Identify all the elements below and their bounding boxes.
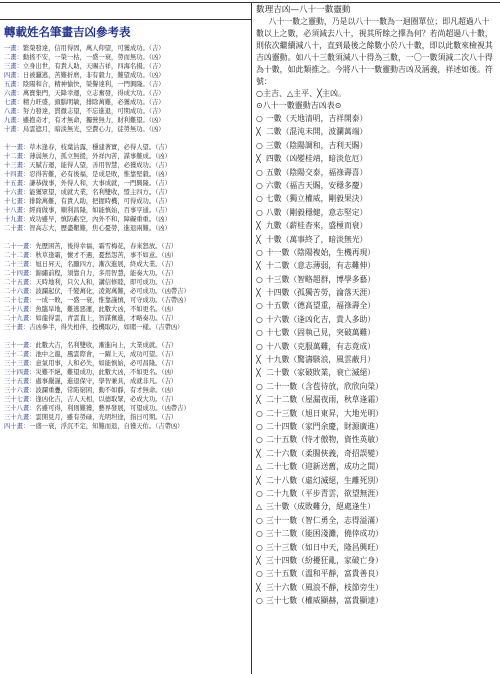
stroke-row [4, 80, 248, 89]
stroke-row [4, 269, 248, 278]
number-row [256, 340, 496, 353]
stroke-meaning: 經商做事，順利昌隆，如能慎始，百事亨通。（吉） [29, 207, 171, 214]
stroke-row [4, 422, 248, 431]
number-row [256, 527, 496, 540]
number-meaning: 三十七數（權威顯赫，富貴顯達） [266, 596, 383, 606]
stroke-label: 三十六畫： [4, 387, 36, 394]
stroke-label: 三十三畫： [4, 360, 36, 367]
stroke-label: 十九畫： [4, 216, 30, 223]
stroke-row [4, 206, 248, 215]
stroke-label: 三十二畫： [4, 351, 36, 358]
stroke-label: 二畫： [4, 54, 23, 61]
number-row [256, 420, 496, 433]
stroke-list [4, 44, 248, 431]
fortune-symbol: ○ [256, 114, 263, 123]
stroke-meaning: 雲開見月，雖有勞碌，光明坦途，指日可期。（吉） [35, 414, 178, 421]
stroke-row [4, 107, 248, 116]
number-row [256, 393, 496, 406]
stroke-label: 三畫： [4, 63, 23, 70]
number-meaning: 二十六數（柔腸俠義，奇招誤變） [266, 448, 383, 458]
fortune-symbol: ○ [256, 207, 263, 217]
fortune-symbol: ╳ [256, 154, 261, 164]
number-row [256, 567, 496, 580]
number-meaning: 二十五數（恃才傲物，資性英敏） [266, 435, 383, 445]
symbol-legend: ○主吉、△主平、╳主凶。 [256, 89, 346, 98]
stroke-label: 五畫： [4, 81, 23, 88]
stroke-row [4, 62, 248, 71]
number-meaning: 一數（天地清明，吉祥開泰） [266, 114, 368, 123]
column-divider [251, 2, 252, 674]
stroke-label: 二十四畫： [4, 270, 36, 277]
number-row [256, 112, 496, 125]
number-meaning: 三數（陰陽調和，吉利天賜） [266, 140, 368, 150]
fortune-symbol: ○ [256, 488, 263, 498]
stroke-label: 三十一畫： [4, 342, 36, 349]
number-meaning: 三十一數（智仁勇全，志得溢滿） [266, 515, 383, 525]
stroke-row [4, 359, 248, 368]
stroke-meaning: 謙恭做事，外得人和，大事成就，一門興隆。（吉） [29, 180, 171, 187]
number-row [256, 554, 496, 567]
number-meaning: 十三數（智略超群，博學多藝） [266, 274, 376, 284]
stroke-label: 十三畫： [4, 162, 30, 169]
stroke-row [4, 278, 248, 287]
fortune-symbol: ○ [256, 515, 263, 525]
number-meaning: 十七數（固執己見，突破萬難） [266, 328, 376, 338]
stroke-row [4, 188, 248, 197]
stroke-meaning: 災難不絕，難望成功，此數大凶，不如更名。（凶） [35, 369, 178, 376]
stroke-meaning: 池中之龍，風雲際會，一躍上天，成功可望。（吉） [35, 351, 178, 358]
fortune-symbol: ╳ [256, 355, 261, 365]
fortune-symbol: ○ [256, 180, 263, 190]
stroke-meaning: 名雖可得，利則難獲，藝界發展，可望成功。（凶帶吉） [35, 405, 190, 412]
stroke-label: 二十九畫： [4, 315, 36, 322]
fortune-symbol: ○ [256, 421, 263, 431]
stroke-row [4, 89, 248, 98]
stroke-row [4, 287, 248, 296]
number-row [256, 152, 496, 165]
stroke-label: 十七畫： [4, 198, 30, 205]
stroke-label: 七畫： [4, 99, 23, 106]
stroke-label: 三十八畫： [4, 405, 36, 412]
stroke-meaning: 一成一敗，一盛一衰，惟靠謹慎，可守成功。（吉帶凶） [35, 297, 190, 304]
number-row [256, 192, 496, 205]
number-row [256, 166, 496, 179]
stroke-label: 一畫： [4, 45, 23, 52]
number-meaning: 五數（陰陽交泰，福祿壽喜） [266, 167, 368, 177]
number-row [256, 125, 496, 138]
stroke-meaning: 旭日昇天，名顯四方，漸次進展，終成大業。（吉） [35, 261, 178, 268]
stroke-meaning: 動搖不安，一榮一枯，一盛一衰，勞而無功。（凶） [22, 54, 165, 61]
number-row [256, 313, 496, 326]
stroke-row [4, 395, 248, 404]
number-meaning: 二十一數（含苞待放，欣欣向榮） [266, 381, 383, 391]
stroke-meaning: 此數大吉，名利雙收，漸進向上，大業成就。（吉） [35, 342, 178, 349]
number-meaning: 六數（福吉天賜，安穩多慶） [266, 180, 368, 190]
stroke-label: 三十四畫： [4, 369, 36, 376]
number-meaning: 三十三數（如日中天，隆昌興旺） [266, 542, 383, 552]
number-row [256, 447, 496, 460]
group-spacer [4, 233, 248, 242]
stroke-row [4, 350, 248, 359]
stroke-label: 八畫： [4, 108, 23, 115]
stroke-meaning: 處事嚴謹，進退保守，學智兼具，成就非凡。（吉） [35, 378, 178, 385]
number-meaning: 二十二數（屋漏夜雨，秋草逢霜） [266, 395, 383, 405]
number-meaning: 十一數（陰陽複始，生機再現） [266, 247, 376, 257]
fortune-symbol: ○ [256, 301, 263, 311]
fortune-symbol: ╳ [256, 555, 261, 565]
stroke-row [4, 377, 248, 386]
number-row [256, 581, 496, 594]
stroke-row [4, 413, 248, 422]
fortune-symbol: ○ [256, 314, 263, 324]
fortune-symbol: ○ [256, 408, 263, 418]
stroke-label: 十一畫： [4, 144, 30, 151]
stroke-meaning: 成功雖早，慎防虧空，內外不和，障礙重重。（凶） [29, 216, 171, 223]
stroke-meaning: 立身出世，有貴人助，天賜吉祥，四海名揚。（吉） [22, 63, 165, 70]
stroke-meaning: 雖抱奇才，有才無命，獨營無力，財利難望。（凶） [22, 117, 165, 124]
stroke-row [4, 152, 248, 161]
stroke-row [4, 44, 248, 53]
number-meaning: 二十三數（旭日東昇，大地光明） [266, 408, 383, 418]
fortune-symbol: ╳ [256, 234, 261, 244]
stroke-meaning: 忍得苦難，必有後福，是成是敗，惟靠堅毅。（凶） [29, 171, 171, 178]
stroke-row [4, 323, 248, 332]
fortune-symbol: ○ [256, 194, 263, 204]
stroke-label: 三十七畫： [4, 396, 36, 403]
number-row [256, 179, 496, 192]
number-row [256, 259, 496, 272]
number-row [256, 594, 496, 607]
table-top-border [0, 2, 500, 3]
fortune-symbol: ╳ [256, 261, 261, 271]
fortune-symbol: ○ [256, 435, 263, 445]
stroke-label: 三十九畫： [4, 414, 36, 421]
number-meaning: 二十九數（平步青雲，欲望無涯） [266, 488, 383, 498]
stroke-row [4, 260, 248, 269]
stroke-row [4, 404, 248, 413]
stroke-meaning: 日被蠶逃，苦難折磨，非有毅力，難望成功。（凶） [22, 72, 165, 79]
stroke-row [4, 53, 248, 62]
stroke-row [4, 314, 248, 323]
fortune-symbol: ╳ [256, 448, 261, 458]
stroke-row [4, 215, 248, 224]
number-row [256, 500, 496, 513]
section-heading: 數理吉凶—八十一數靈動 [256, 5, 351, 15]
number-meaning: 二十數（家破敗業，衰亡滅絕） [266, 368, 376, 378]
stroke-label: 十八畫： [4, 207, 30, 214]
number-meaning: 四數（凶變桂靖，暗淡危厄） [266, 154, 368, 164]
stroke-meaning: 智高志大，歷盡艱難，焦心憂勞，進退兩難。（凶） [29, 225, 171, 232]
number-row [256, 286, 496, 299]
stroke-meaning: 天賦吉運，能得人望，善用智慧，必獲成功。（吉） [29, 162, 171, 169]
number-meaning: 三十六數（風浪不靜，枝節旁生） [266, 582, 383, 592]
fortune-symbol: ╳ [256, 582, 261, 592]
stroke-label: 二十六畫： [4, 288, 36, 295]
group-spacer [4, 134, 248, 143]
stroke-label: 十五畫： [4, 180, 30, 187]
stroke-meaning: 烏雲遮月，暗淡無光，空費心力，徒勞無功。（凶） [22, 126, 165, 133]
fortune-symbol: △ [256, 502, 262, 512]
stroke-row [4, 251, 248, 260]
number-meaning: 十八數（克服萬難，有志竟成） [266, 341, 376, 351]
number-meaning: 十數（萬事終了，暗淡無光） [266, 234, 368, 244]
stroke-table-column [4, 22, 248, 672]
number-row [256, 139, 496, 152]
number-meaning: 十二數（意志薄弱，有志難伸） [266, 261, 376, 271]
number-meaning: 二十七數（迎新送舊，成功之間） [266, 462, 383, 472]
fortune-symbol: ○ [256, 140, 263, 150]
number-meaning: 十五數（德高望重，福祿壽全） [266, 301, 376, 311]
number-meaning: 二數（混沌未開，波瀾萬端） [266, 127, 368, 137]
number-row [256, 460, 496, 473]
stroke-label: 二十七畫： [4, 297, 36, 304]
stroke-meaning: 錦繡前程，須靠自力，多用智慧，能奏大功。（吉） [35, 270, 178, 277]
numerology-column [256, 4, 496, 672]
stroke-meaning: 波瀾起伏，千變萬化，凌駕萬難，必可成功。（凶帶吉） [35, 288, 190, 295]
stroke-label: 三十畫： [4, 324, 30, 331]
number-row [256, 380, 496, 393]
stroke-meaning: 繁榮發達，信用得固，萬人仰望，可獲成功。（吉） [22, 45, 165, 52]
number-meaning: 二十四數（家門余慶，財源廣進） [266, 421, 383, 431]
stroke-row [4, 341, 248, 350]
stroke-meaning: 薄弱無力，孤立無援，外祥內苦，謀事難成。（凶） [29, 153, 171, 160]
stroke-meaning: 草木逢春，枝葉沾露，穩建著實，必得人望。（吉） [29, 144, 171, 151]
stroke-row [4, 197, 248, 206]
number-meaning: 三十四數（紛擾狂亂，家破亡身） [266, 555, 383, 565]
stroke-label: 十畫： [4, 126, 23, 133]
number-list [256, 112, 496, 607]
number-row [256, 206, 496, 219]
number-row [256, 353, 496, 366]
number-row [256, 273, 496, 286]
fortune-symbol: ╳ [256, 368, 261, 378]
stroke-meaning: 萬寶集門，天降幸運，立志奮發，得成大功。（吉） [22, 90, 165, 97]
page-title: 轉載姓名筆畫吉凶參考表 [4, 25, 131, 39]
stroke-label: 十二畫： [4, 153, 30, 160]
stroke-row [4, 98, 248, 107]
stroke-meaning: 天時地利，只欠人和，講信修睦，即可成功。（吉） [35, 279, 178, 286]
stroke-label: 十六畫： [4, 189, 30, 196]
number-meaning: 九數（薪桂杳來，盛極而衰） [266, 221, 368, 231]
fortune-symbol: ○ [256, 167, 263, 177]
stroke-meaning: 秋草逢霜，懷才不遇，憂愁怨苦，事不如意。（凶） [35, 252, 178, 259]
stroke-label: 二十一畫： [4, 243, 36, 250]
stroke-meaning: 吉凶參半，得失相伴，投機取巧，如賭一樣。（吉帶凶） [29, 324, 184, 331]
stroke-meaning: 陰陽和合，精神愉快，榮譽達利，一門興隆。（吉） [22, 81, 165, 88]
number-meaning: 七數（獨立權威，剛毅果決） [266, 194, 368, 204]
stroke-label: 四十畫： [4, 423, 30, 430]
stroke-meaning: 魚臨旱地，難逃惡運，此數大凶，不如更名。（凶） [35, 306, 178, 313]
group-spacer [4, 332, 248, 341]
stroke-label: 三十五畫： [4, 378, 36, 385]
fortune-symbol: ╳ [256, 475, 261, 485]
stroke-meaning: 逢凶化吉，吉人天相，以德取眾，必成大功。（吉） [35, 396, 178, 403]
fortune-symbol: ╳ [256, 288, 261, 298]
number-row [256, 514, 496, 527]
number-row [256, 246, 496, 259]
stroke-meaning: 排除萬難，有貴人助，把握時機，可得成功。（吉） [29, 198, 171, 205]
fortune-symbol: ○ [256, 247, 263, 257]
stroke-row [4, 305, 248, 314]
stroke-meaning: 先歷困苦，後得幸福，霜雪梅花，春來怒放。（吉） [35, 243, 178, 250]
number-meaning: 二十八數（虛幻滅絕，生離死別） [266, 475, 383, 485]
stroke-meaning: 精力旺盛，頭腦明敏，排除萬難，必獲成功。（吉） [22, 99, 165, 106]
number-row [256, 541, 496, 554]
fortune-symbol: ╳ [256, 127, 261, 137]
stroke-meaning: 能獲眾望，成就大業，名利雙收，盟主四方。（吉） [29, 189, 171, 196]
stroke-row [4, 116, 248, 125]
number-row [256, 487, 496, 500]
stroke-row [4, 224, 248, 233]
stroke-row [4, 386, 248, 395]
fortune-symbol: ○ [256, 542, 263, 552]
stroke-label: 二十畫： [4, 225, 30, 232]
intro-paragraph: 八十一數之靈動，乃是以八十一數為一迴圈單位；即凡超過八十數以上之數，必須減去八十，視其所餘之擇為何？若尚超過八十數，則依次繼續減八十，直到最後之餘數小於八十數，即以此數來檢視其吉凶靈動。如八十三數須減八十得為三數，一〇一數須減二次八十得為十數，如此類推之。今將八十一數靈動吉凶及涵義，祥述如後。符號： [256, 17, 493, 86]
stroke-row [4, 161, 248, 170]
stroke-label: 二十八畫： [4, 306, 36, 313]
stroke-label: 十四畫： [4, 171, 30, 178]
stroke-label: 二十三畫： [4, 261, 36, 268]
stroke-row [4, 170, 248, 179]
table-subheading: ⊙八十一數靈動吉凶表⊙ [256, 101, 342, 110]
number-meaning: 三十二數（能困淺灘，僥倖成功） [266, 529, 383, 539]
fortune-symbol: ○ [256, 328, 263, 338]
fortune-symbol: ○ [256, 341, 263, 351]
stroke-label: 六畫： [4, 90, 23, 97]
stroke-label: 九畫： [4, 117, 23, 124]
number-row [256, 474, 496, 487]
fortune-symbol: ○ [256, 569, 263, 579]
fortune-symbol: ╳ [256, 395, 261, 405]
stroke-row [4, 71, 248, 80]
fortune-symbol: ○ [256, 274, 263, 284]
fortune-symbol: ○ [256, 596, 263, 606]
number-row [256, 326, 496, 339]
stroke-row [4, 368, 248, 377]
number-meaning: 三十數（成敗難分，絕處逢生） [266, 502, 376, 512]
fortune-symbol: ╳ [256, 221, 261, 231]
fortune-symbol: △ [256, 462, 262, 472]
stroke-row [4, 242, 248, 251]
stroke-meaning: 波瀾重疊，常陷窮困，動不如靜，有才無命。（凶） [35, 387, 178, 394]
number-row [256, 219, 496, 232]
stroke-label: 二十五畫： [4, 279, 36, 286]
fortune-symbol: ○ [256, 529, 263, 539]
number-meaning: 十四數（孤獨苦勞，淪落天涯） [266, 288, 376, 298]
stroke-meaning: 一盛一衰，浮沉不定，知難而退，自獲天佑。（吉帶凶） [29, 423, 184, 430]
number-meaning: 三十五數（溫和平靜，富貴善良） [266, 569, 383, 579]
stroke-label: 四畫： [4, 72, 23, 79]
number-meaning: 十九數（驚濤駭浪，風雲蔽月） [266, 355, 376, 365]
number-row [256, 433, 496, 446]
stroke-row [4, 179, 248, 188]
header-row-divider [0, 19, 251, 20]
fortune-symbol: ○ [256, 381, 263, 391]
stroke-row [4, 125, 248, 134]
stroke-meaning: 如龍得雲，青雲直上，智謀奮進，才略奏功。（吉） [35, 315, 178, 322]
stroke-meaning: 努力發達，貫徹志望，不忘進退，可期成功。（吉） [22, 108, 165, 115]
number-meaning: 八數（剛毅穩健，意志堅定） [266, 207, 368, 217]
stroke-row [4, 296, 248, 305]
number-row [256, 366, 496, 379]
number-row [256, 407, 496, 420]
stroke-meaning: 意氣用事，人和必失，如能慎始，必可昌隆。（吉） [35, 360, 178, 367]
number-row [256, 233, 496, 246]
stroke-row [4, 143, 248, 152]
number-row [256, 299, 496, 312]
stroke-label: 二十二畫： [4, 252, 36, 259]
number-meaning: 十六數（逢凶化吉，貴人多助） [266, 314, 376, 324]
